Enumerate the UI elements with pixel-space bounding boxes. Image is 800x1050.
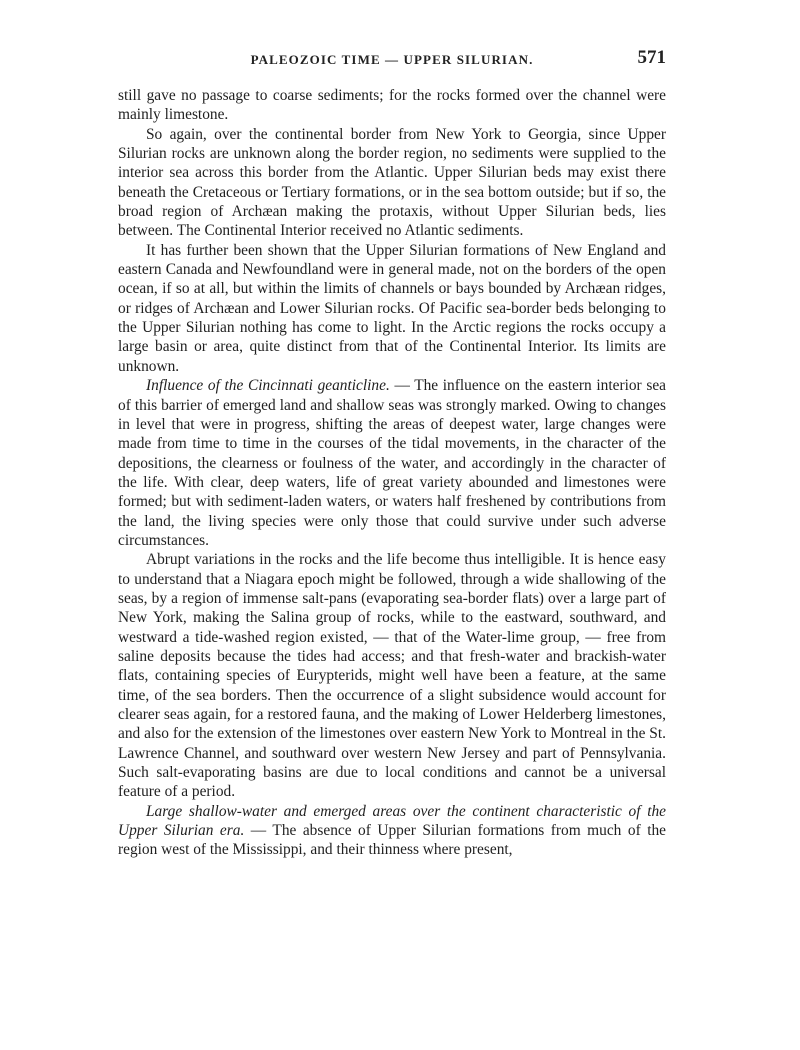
side-heading-large-shallow-water: Large shallow-water and emerged areas over the continent characteristic of the Upper Silurian era. <box>118 802 666 840</box>
book-page <box>118 46 666 860</box>
paragraph-3: It has further been shown that the Upper Silurian formations of New England and eastern Canada and Newfoundland were in general made, not on the borders of the open ocean, if so at all, but within the limits of channels or bays bounded by Archæan ridges, or ridges of Archæan and Lower Silurian rocks. Of Pacific sea-border beds belonging to the Upper Silurian nothing has come to light. In the Arctic regions the rocks occupy a large basin or area, quite distinct from that of the Continental Interior. Its limits are unknown. <box>118 241 666 375</box>
paragraph-2: So again, over the continental border from New York to Georgia, since Upper Silurian rocks are unknown along the border region, no sediments were supplied to the interior sea across this border from the Atlantic. Upper Silurian beds may exist there beneath the Cretaceous or Tertiary formations, or in the sea bottom outside; but if so, the broad region of Archæan making the protaxis, without Upper Silurian beds, lies between. The Continental Interior received no Atlantic sediments. <box>118 125 666 240</box>
page-number: 571 <box>637 47 666 68</box>
paragraph-6 <box>118 802 666 860</box>
paragraph-1: still gave no passage to coarse sediments; for the rocks formed over the channel were mainly limestone. <box>118 87 666 124</box>
running-head <box>118 46 666 76</box>
running-title: PALEOZOIC TIME — UPPER SILURIAN. <box>250 52 534 67</box>
paragraph-4 <box>118 376 666 550</box>
paragraph-5: Abrupt variations in the rocks and the life become thus intelligible. It is hence easy to understand that a Niagara epoch might be followed, through a wide shallowing of the seas, by a region of immense salt-pans (evaporating sea-border flats) over a large part of New York, making the Salina group of rocks, while to the eastward, southward, and westward a tide-washed region existed, — that of the Water-lime group, — free from saline deposits because the tides had access; and that fresh-water and brackish-water flats, containing species of Eurypterids, might well have been a feature, at the same time, of the sea borders. Then the occurrence of a slight subsidence would account for clearer seas again, for a restored fauna, and the making of Lower Helderberg limestones, and also for the extension of the limestones over eastern New York to Montreal in the St. Lawrence Channel, and southward over western New Jersey and part of Pennsylvania. Such salt-evaporating basins are due to local conditions and cannot be a universal feature of a period. <box>118 551 666 801</box>
paragraph-4-text: — The influence on the eastern interior sea of this barrier of emerged land and shallow seas was strongly marked. Owing to changes in level that were in progress, shifting the areas of deepest water, large changes were made from time to time in the courses of the tidal movements, in the character of the depositions, the clearness or foulness of the water, and accordingly in the character of the life. With clear, deep waters, life of great variety abounded and limestones were formed; but with sediment-laden waters, or waters half freshened by contributions from the land, the living species were only those that could survive under such adverse circumstances. <box>118 377 666 549</box>
paragraph-6-text: — The absence of Upper Silurian formations from much of the region west of the Mississippi, and their thinness where present, <box>118 822 667 859</box>
side-heading-cincinnati: Influence of the Cincinnati geanticline. <box>146 377 390 395</box>
